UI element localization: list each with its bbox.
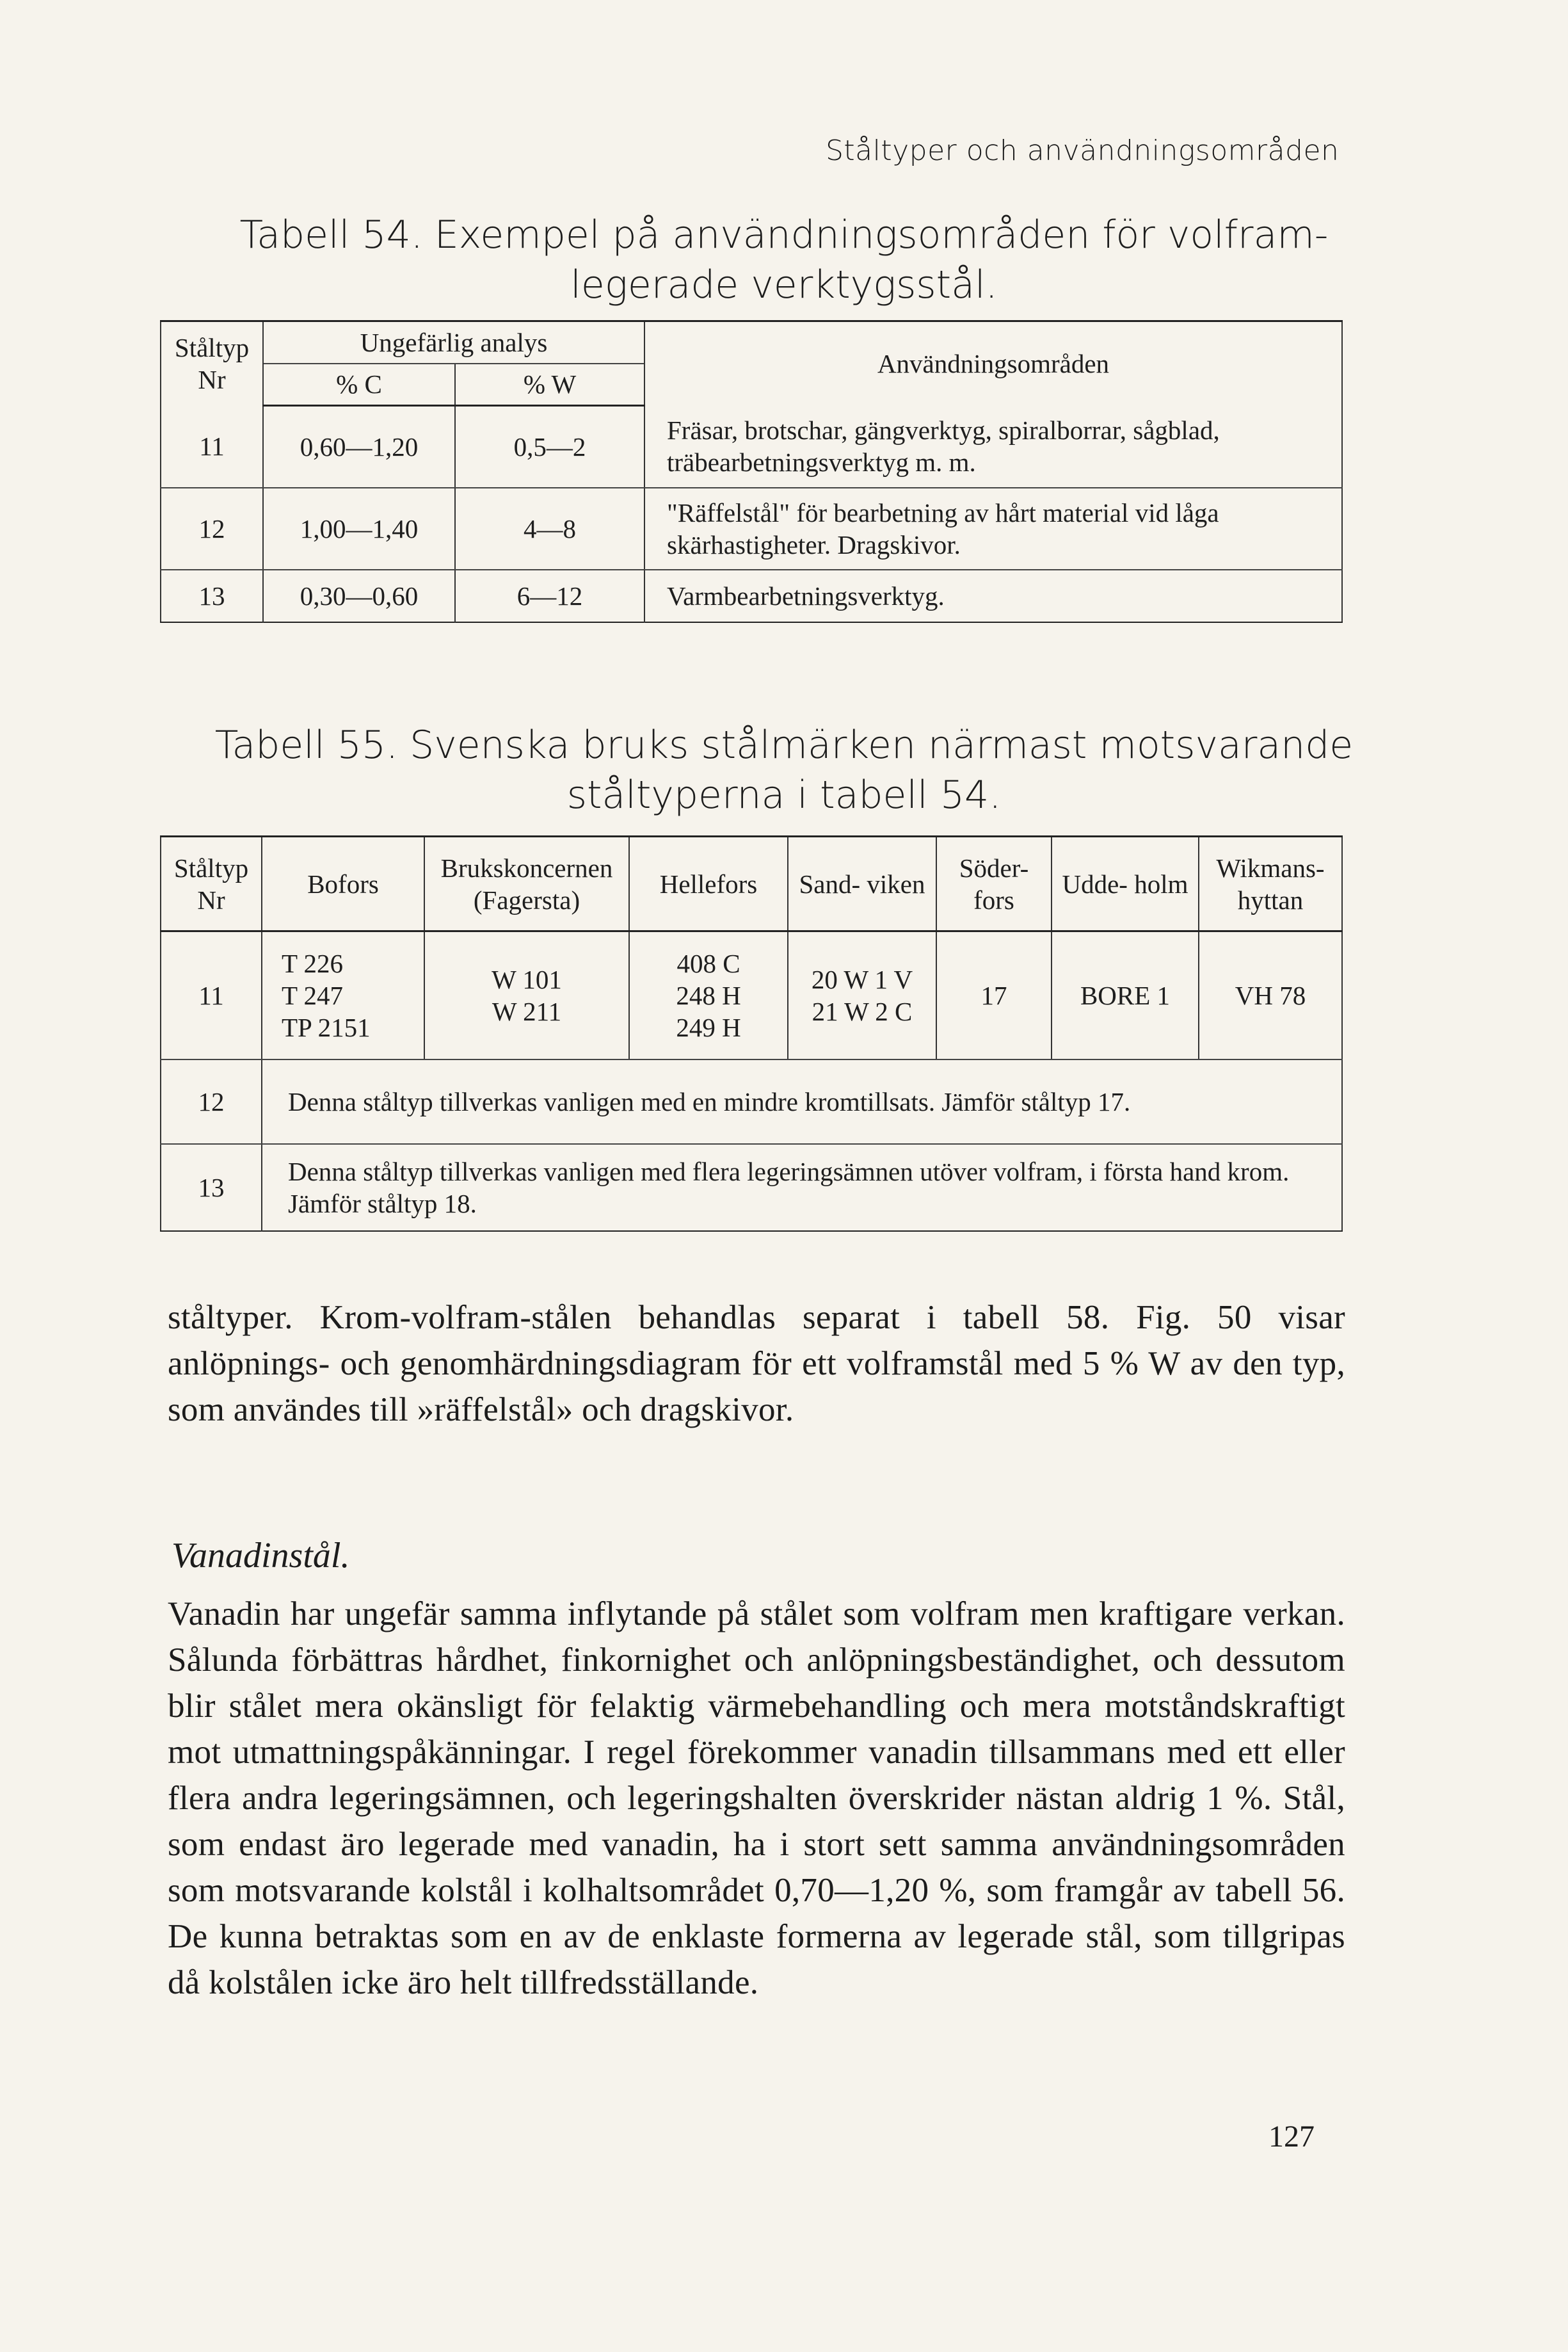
table55-header-uddeholm: Udde- holm [1052, 837, 1199, 931]
table54-cell-c: 0,60—1,20 [263, 406, 455, 488]
running-head: Ståltyper och användningsområden [826, 134, 1340, 167]
table55-cell-uddeholm: BORE 1 [1052, 931, 1199, 1059]
table54-row [161, 570, 1342, 622]
section-heading: Vanadinstål. [172, 1536, 350, 1575]
paragraph-vanadin: Vanadin har ungefär samma inflytande på stålet som volfram men kraftigare verkan. Sålunda förbättras hårdhet, finkornighet och anlöpningsbeständighet, och dessutom blir stålet mera okänsligt för felaktig värmebehandling och mera motståndskraftigt mot utmattningspåkänningar. I regel förekommer vanadin tillsammans med ett eller flera andra legeringsämnen, och legeringshalten överskrider nästan aldrig 1 %. Stål, som endast äro legerade med vanadin, ha i stort sett samma användningsområden som motsvarande kolstål i kolhaltsområdet 0,70—1,20 %, som framgår av tabell 56. De kunna betraktas som en av de enklaste formerna av legerade stål, som tillgripas då kolstålen icke äro helt tillfredsställande. [168, 1595, 1345, 2001]
table55-cell-brukskoncernen-line: W 101 [492, 964, 562, 994]
table54-cell-use: Varmbearbetningsverktyg. [644, 570, 1342, 622]
table55-cell-brukskoncernen-line: W 211 [492, 996, 562, 1026]
table54-row [161, 406, 1342, 488]
table55 [160, 835, 1343, 1232]
page-number: 127 [1268, 2120, 1315, 2154]
table55-caption-line2: ståltyperna i tabell 54. [566, 773, 1002, 818]
table54-header-use: Användningsområden [644, 321, 1342, 406]
table55-cell-note: Denna ståltyp tillverkas vanligen med en mindre kromtillsats. Jämför ståltyp 17. [262, 1059, 1342, 1144]
table55-cell-bofors-line: TP 2151 [282, 1012, 371, 1042]
table55-cell-hellefors [629, 931, 788, 1059]
table54-cell-w: 6—12 [455, 570, 644, 622]
table54-cell-nr: 11 [161, 406, 263, 488]
table54-cell-nr: 13 [198, 581, 225, 611]
table55-cell-hellefors-line: 408 C [676, 948, 740, 978]
table55-row [161, 931, 1342, 1059]
table55-cell-sandviken-line: 20 W 1 V [811, 964, 913, 994]
table55-cell-brukskoncernen [424, 931, 629, 1059]
table54-number: Tabell 54. [239, 213, 423, 257]
table55-header-brukskoncernen: Brukskoncernen (Fagersta) [424, 837, 629, 931]
table55-cell-sandviken-line: 21 W 2 C [812, 996, 913, 1026]
table54-cell-use: "Räffelstål" för bearbetning av hårt material vid låga skärhastigheter. Dragskivor. [644, 488, 1342, 570]
table54-row [161, 488, 1342, 570]
table55-caption-line1: Svenska bruks stålmärken närmast motsvarande [410, 723, 1354, 768]
table55-cell-nr: 12 [161, 1059, 262, 1144]
table55-cell-bofors-line: T 226 [282, 948, 344, 978]
table55-header-bofors: Bofors [262, 837, 424, 931]
table55-cell-soderfors: 17 [936, 931, 1052, 1059]
table54-cell-c: 1,00—1,40 [263, 488, 455, 570]
table55-header-wikmanshyttan: Wikmans- hyttan [1199, 837, 1342, 931]
table55-row [161, 1144, 1342, 1231]
table55-cell-sandviken [788, 931, 936, 1059]
table55-header-sandviken: Sand- viken [788, 837, 936, 931]
table55-header-hellefors: Hellefors [629, 837, 788, 931]
table55-cell-hellefors-line: 248 H [676, 980, 741, 1010]
table55-header-soderfors: Söder- fors [936, 837, 1052, 931]
table54-cell-use: Fräsar, brotschar, gängverktyg, spiralborrar, sågblad, träbearbetningsverktyg m. m. [644, 406, 1342, 488]
table54-cell-w: 4—8 [455, 488, 644, 570]
table55-caption [0, 720, 1568, 820]
table54-caption [0, 210, 1568, 310]
table55-cell-bofors-line: T 247 [282, 980, 344, 1010]
table55-cell-note: Denna ståltyp tillverkas vanligen med flera legeringsämnen utöver volfram, i första hand krom. Jämför ståltyp 18. [262, 1144, 1342, 1231]
table54-header-c: % C [263, 364, 455, 406]
table55-cell-nr: 13 [198, 1172, 225, 1202]
table54-header-analysis: Ungefärlig analys [263, 321, 644, 364]
table54-header-w: % W [455, 364, 644, 406]
table54-header-nr: Ståltyp Nr [174, 333, 250, 395]
table55-cell-wikmanshyttan: VH 78 [1199, 931, 1342, 1059]
table54-cell-c: 0,30—0,60 [263, 570, 455, 622]
table54-caption-line2: legerade verktygsstål. [570, 262, 998, 307]
table54 [160, 320, 1343, 623]
table55-cell-hellefors-line: 249 H [676, 1012, 741, 1042]
table55-row [161, 1059, 1342, 1144]
table55-cell-bofors [262, 931, 424, 1059]
table55-number: Tabell 55. [214, 723, 399, 768]
table54-caption-line1: Exempel på användningsområden för volfram- [434, 213, 1329, 257]
paragraph-continuation: ståltyper. Krom-volfram-stålen behandlas separat i tabell 58. Fig. 50 visar anlöpnings- och genomhärdningsdiagram för ett volframstål med 5 % W av den typ, som användes till »räffelstål» och dragskivor. [168, 1299, 1345, 1428]
table54-cell-w: 0,5—2 [455, 406, 644, 488]
table55-cell-nr: 11 [161, 931, 262, 1059]
table55-header-nr: Ståltyp Nr [161, 837, 262, 931]
table54-cell-nr: 12 [161, 488, 263, 570]
